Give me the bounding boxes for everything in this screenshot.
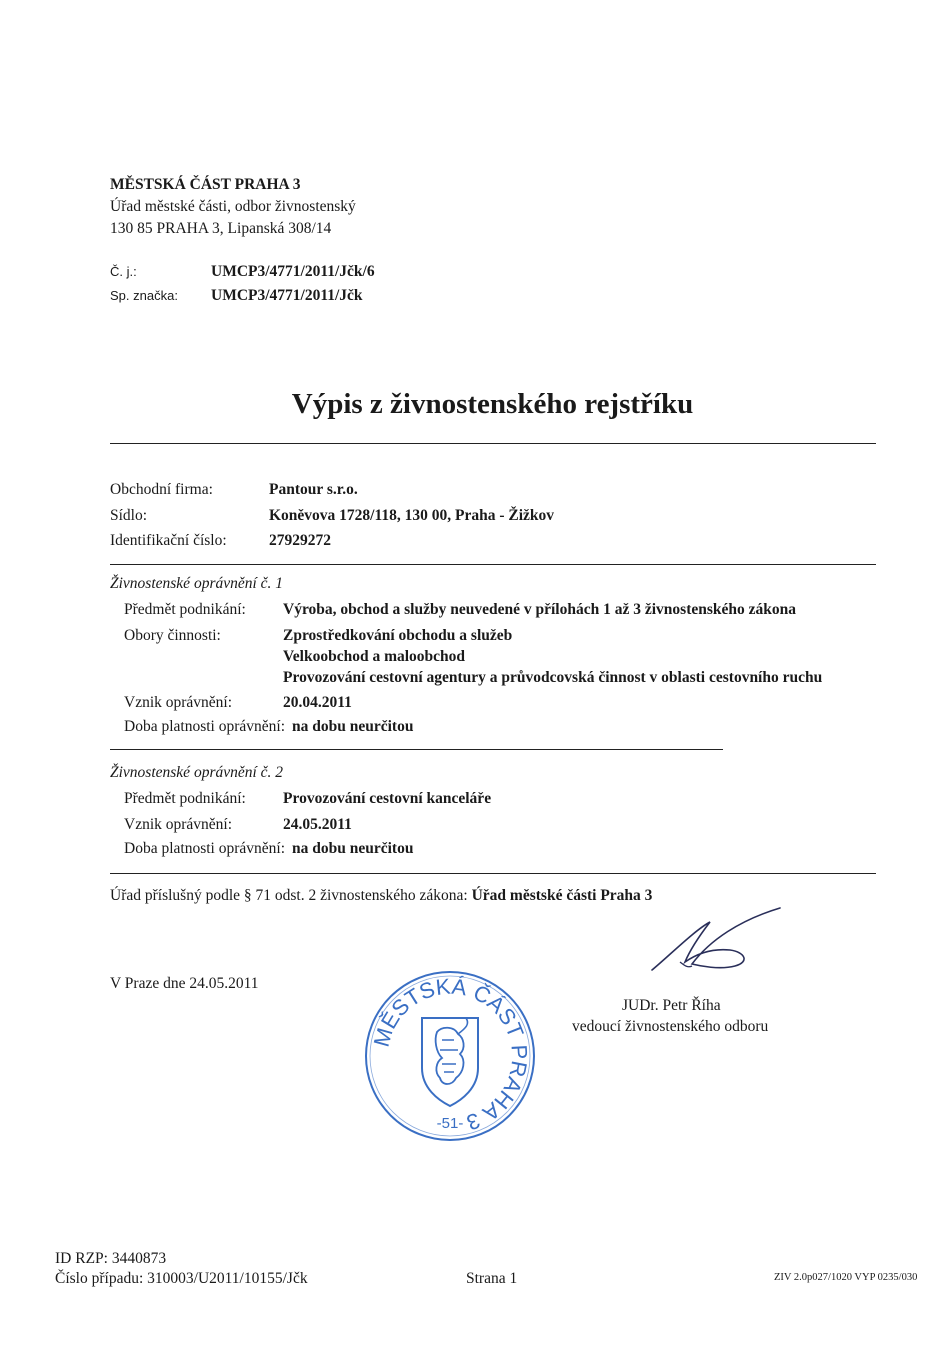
footer-id-rzp: ID RZP: 3440873 bbox=[55, 1250, 167, 1267]
cj-value: UMCP3/4771/2011/Jčk/6 bbox=[211, 263, 375, 280]
permit-1-field: Zprostředkování obchodu a služeb bbox=[283, 627, 513, 644]
authority-name: MĚSTSKÁ ČÁST PRAHA 3 bbox=[110, 176, 301, 193]
permit-2-subject-value: Provozování cestovní kanceláře bbox=[283, 790, 492, 807]
official-stamp bbox=[362, 968, 538, 1144]
permit-1-field: Velkoobchod a maloobchod bbox=[283, 648, 466, 665]
permit-heading-number: 1 bbox=[275, 575, 284, 592]
permit-2-heading bbox=[110, 762, 283, 784]
firm-value: Pantour s.r.o. bbox=[269, 481, 358, 498]
signatory-name: JUDr. Petr Říha bbox=[622, 997, 721, 1014]
signature-image bbox=[640, 900, 790, 980]
seat-value: Koněvova 1728/118, 130 00, Praha - Žižkov bbox=[269, 507, 555, 524]
section-rule-3 bbox=[110, 873, 876, 874]
permit-1-field: Provozování cestovní agentury a průvodcovská činnost v oblasti cestovního ruchu bbox=[283, 669, 823, 686]
cj-label: Č. j.: bbox=[110, 264, 137, 279]
seat-label: Sídlo: bbox=[110, 507, 148, 524]
permit-1-origin-value: 20.04.2011 bbox=[283, 694, 352, 711]
document-title: Výpis z živnostenského rejstříku bbox=[291, 388, 694, 420]
permit-2-subject-label: Předmět podnikání: bbox=[124, 790, 246, 807]
section-rule-1 bbox=[110, 564, 876, 565]
section-rule-2 bbox=[110, 749, 723, 750]
footer-case-number: Číslo případu: 310003/U2011/10155/Jčk bbox=[55, 1270, 308, 1287]
permit-1-origin-label: Vznik oprávnění: bbox=[124, 694, 233, 711]
permit-1-subject-label: Předmět podnikání: bbox=[124, 601, 246, 618]
permit-1-validity-label: Doba platnosti oprávnění: bbox=[124, 718, 285, 735]
permit-2-origin-value: 24.05.2011 bbox=[283, 816, 352, 833]
signatory-role: vedoucí živnostenského odboru bbox=[572, 1018, 769, 1035]
firm-label: Obchodní firma: bbox=[110, 481, 213, 498]
office-name: Úřad městské části, odbor živnostenský bbox=[110, 198, 356, 215]
permit-heading-text: Živnostenské oprávnění č. bbox=[110, 575, 272, 592]
title-rule bbox=[110, 443, 876, 444]
place-date: V Praze dne 24.05.2011 bbox=[110, 975, 259, 992]
permit-heading-text: Živnostenské oprávnění č. bbox=[110, 764, 272, 781]
permit-2-origin-label: Vznik oprávnění: bbox=[124, 816, 233, 833]
permit-heading-number: 2 bbox=[275, 764, 284, 781]
permit-1-subject-value: Výroba, obchod a služby neuvedené v přílohách 1 až 3 živnostenského zákona bbox=[283, 601, 796, 618]
id-label: Identifikační číslo: bbox=[110, 532, 227, 549]
sp-label: Sp. značka: bbox=[110, 288, 178, 303]
permit-2-validity-value: na dobu neurčitou bbox=[292, 840, 414, 857]
permit-2-validity-label: Doba platnosti oprávnění: bbox=[124, 840, 285, 857]
competent-office bbox=[110, 885, 652, 907]
permit-1-fields-label: Obory činnosti: bbox=[124, 627, 221, 644]
permit-1-validity-value: na dobu neurčitou bbox=[292, 718, 414, 735]
competent-office-label: Úřad příslušný podle § 71 odst. 2 živnostenského zákona: bbox=[110, 887, 468, 904]
svg-text:MĚSTSKÁ ČÁST PRAHA 3: MĚSTSKÁ ČÁST PRAHA 3 bbox=[368, 973, 533, 1136]
id-value: 27929272 bbox=[269, 532, 331, 549]
competent-office-value: Úřad městské části Praha 3 bbox=[471, 887, 653, 904]
permit-1-heading bbox=[110, 573, 283, 595]
sp-value: UMCP3/4771/2011/Jčk bbox=[211, 287, 363, 304]
footer-form-code: ZIV 2.0p027/1020 VYP 0235/030 bbox=[774, 1272, 918, 1283]
office-address: 130 85 PRAHA 3, Lipanská 308/14 bbox=[110, 220, 332, 237]
stamp-number: -51- bbox=[436, 1115, 464, 1132]
footer-page-number: Strana 1 bbox=[466, 1270, 518, 1287]
